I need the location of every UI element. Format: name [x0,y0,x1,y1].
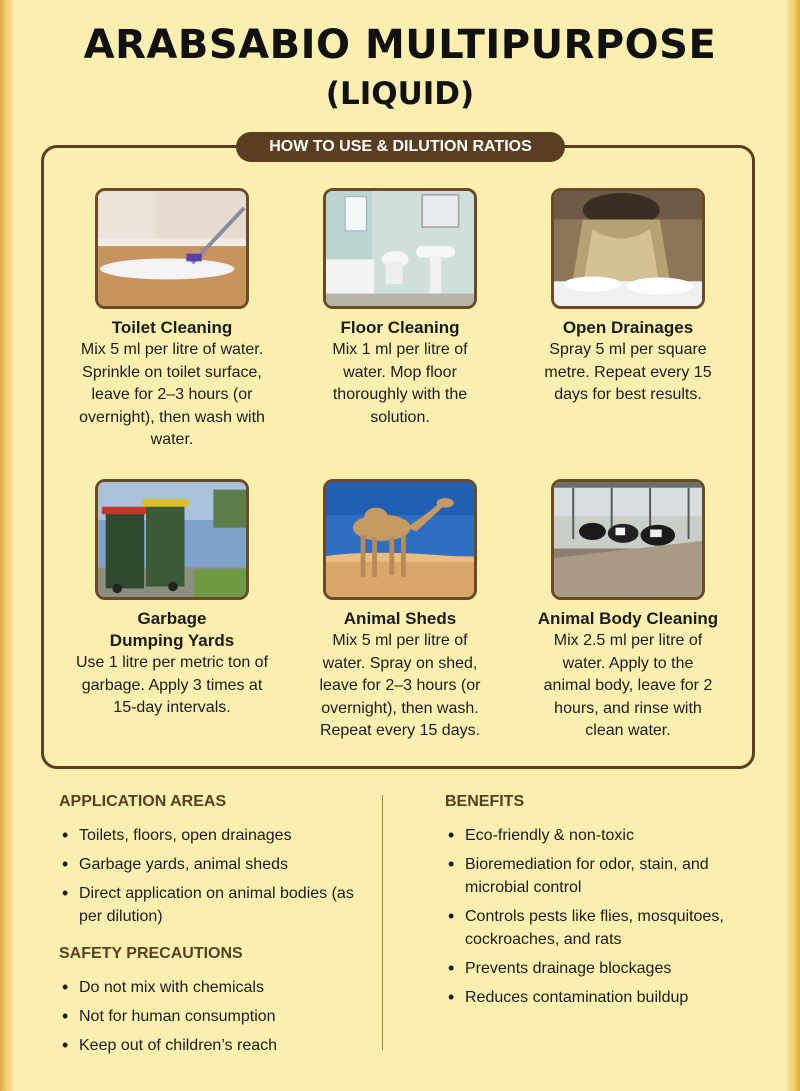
benefits-list [445,824,745,1009]
list-item: • Bioremediation for odor, stain, and microbial control [445,853,745,899]
camel-desert-photo [323,479,477,600]
card-title: Animal Body Cleaning [537,609,719,628]
list-item: • Direct application on animal bodies (as per dilution) [59,882,359,928]
list-item: • Keep out of children’s reach [59,1034,359,1057]
section-label: HOW TO USE & DILUTION RATIOS [236,132,565,162]
list-item: • Prevents drainage blockages [445,957,745,980]
list-item: • Not for human consumption [59,1005,359,1028]
application-areas-heading: APPLICATION AREAS [59,793,227,810]
card-animal-sheds [287,479,513,743]
benefits-heading: BENEFITS [445,793,525,810]
page-subtitle: (LIQUID) [325,76,475,112]
garbage-bins-photo [95,479,249,600]
floor-mop-photo [95,188,249,309]
column-divider [382,795,383,1050]
card-toilet-cleaning [59,188,285,452]
card-body: Mix 1 ml per litre of water. Mop floor thoroughly with the solution. [332,341,468,426]
application-areas-list [59,824,359,928]
card-title: Floor Cleaning [340,318,460,337]
card-title: Animal Sheds [343,609,457,628]
list-item: • Garbage yards, animal sheds [59,853,359,876]
list-item: • Controls pests like flies, mosquitoes, cockroaches, and rats [445,905,745,951]
card-body: Use 1 litre per metric ton of garbage. Apply 3 times at 15-day intervals. [75,654,269,716]
card-body: Mix 5 ml per litre of water. Spray on shed, leave for 2–3 hours (or overnight), then wash. Repeat every 15 days. [319,632,481,739]
card-body: Mix 2.5 ml per litre of water. Apply to the animal body, leave for 2 hours, and rinse with clean water. [543,632,713,739]
bathroom-photo [323,188,477,309]
safety-precautions-heading: SAFETY PRECAUTIONS [59,945,243,962]
left-edge-stripe [0,0,13,1091]
application-areas-section [59,792,359,934]
right-edge-stripe [787,0,800,1091]
card-title: Garbage Dumping Yards [109,609,235,650]
card-open-drainages [515,188,741,407]
safety-precautions-list [59,976,359,1057]
card-body: Mix 5 ml per litre of water. Sprinkle on toilet surface, leave for 2–3 hours (or overnight), then wash with water. [79,341,265,448]
benefits-section [445,792,745,1015]
cattle-shed-photo [551,479,705,600]
list-item: • Do not mix with chemicals [59,976,359,999]
card-garbage-dumping-yards [59,479,285,720]
list-item: • Reduces contamination buildup [445,986,745,1009]
card-title: Toilet Cleaning [111,318,233,337]
page-title: ARABSABIO MULTIPURPOSE [83,22,717,68]
safety-precautions-section [59,944,359,1063]
list-item: • Toilets, floors, open drainages [59,824,359,847]
card-body: Spray 5 ml per square metre. Repeat every 15 days for best results. [544,341,712,403]
list-item: • Eco-friendly & non-toxic [445,824,745,847]
card-animal-body-cleaning [515,479,741,743]
drainage-outflow-photo [551,188,705,309]
card-title: Open Drainages [562,318,694,337]
card-floor-cleaning [287,188,513,429]
